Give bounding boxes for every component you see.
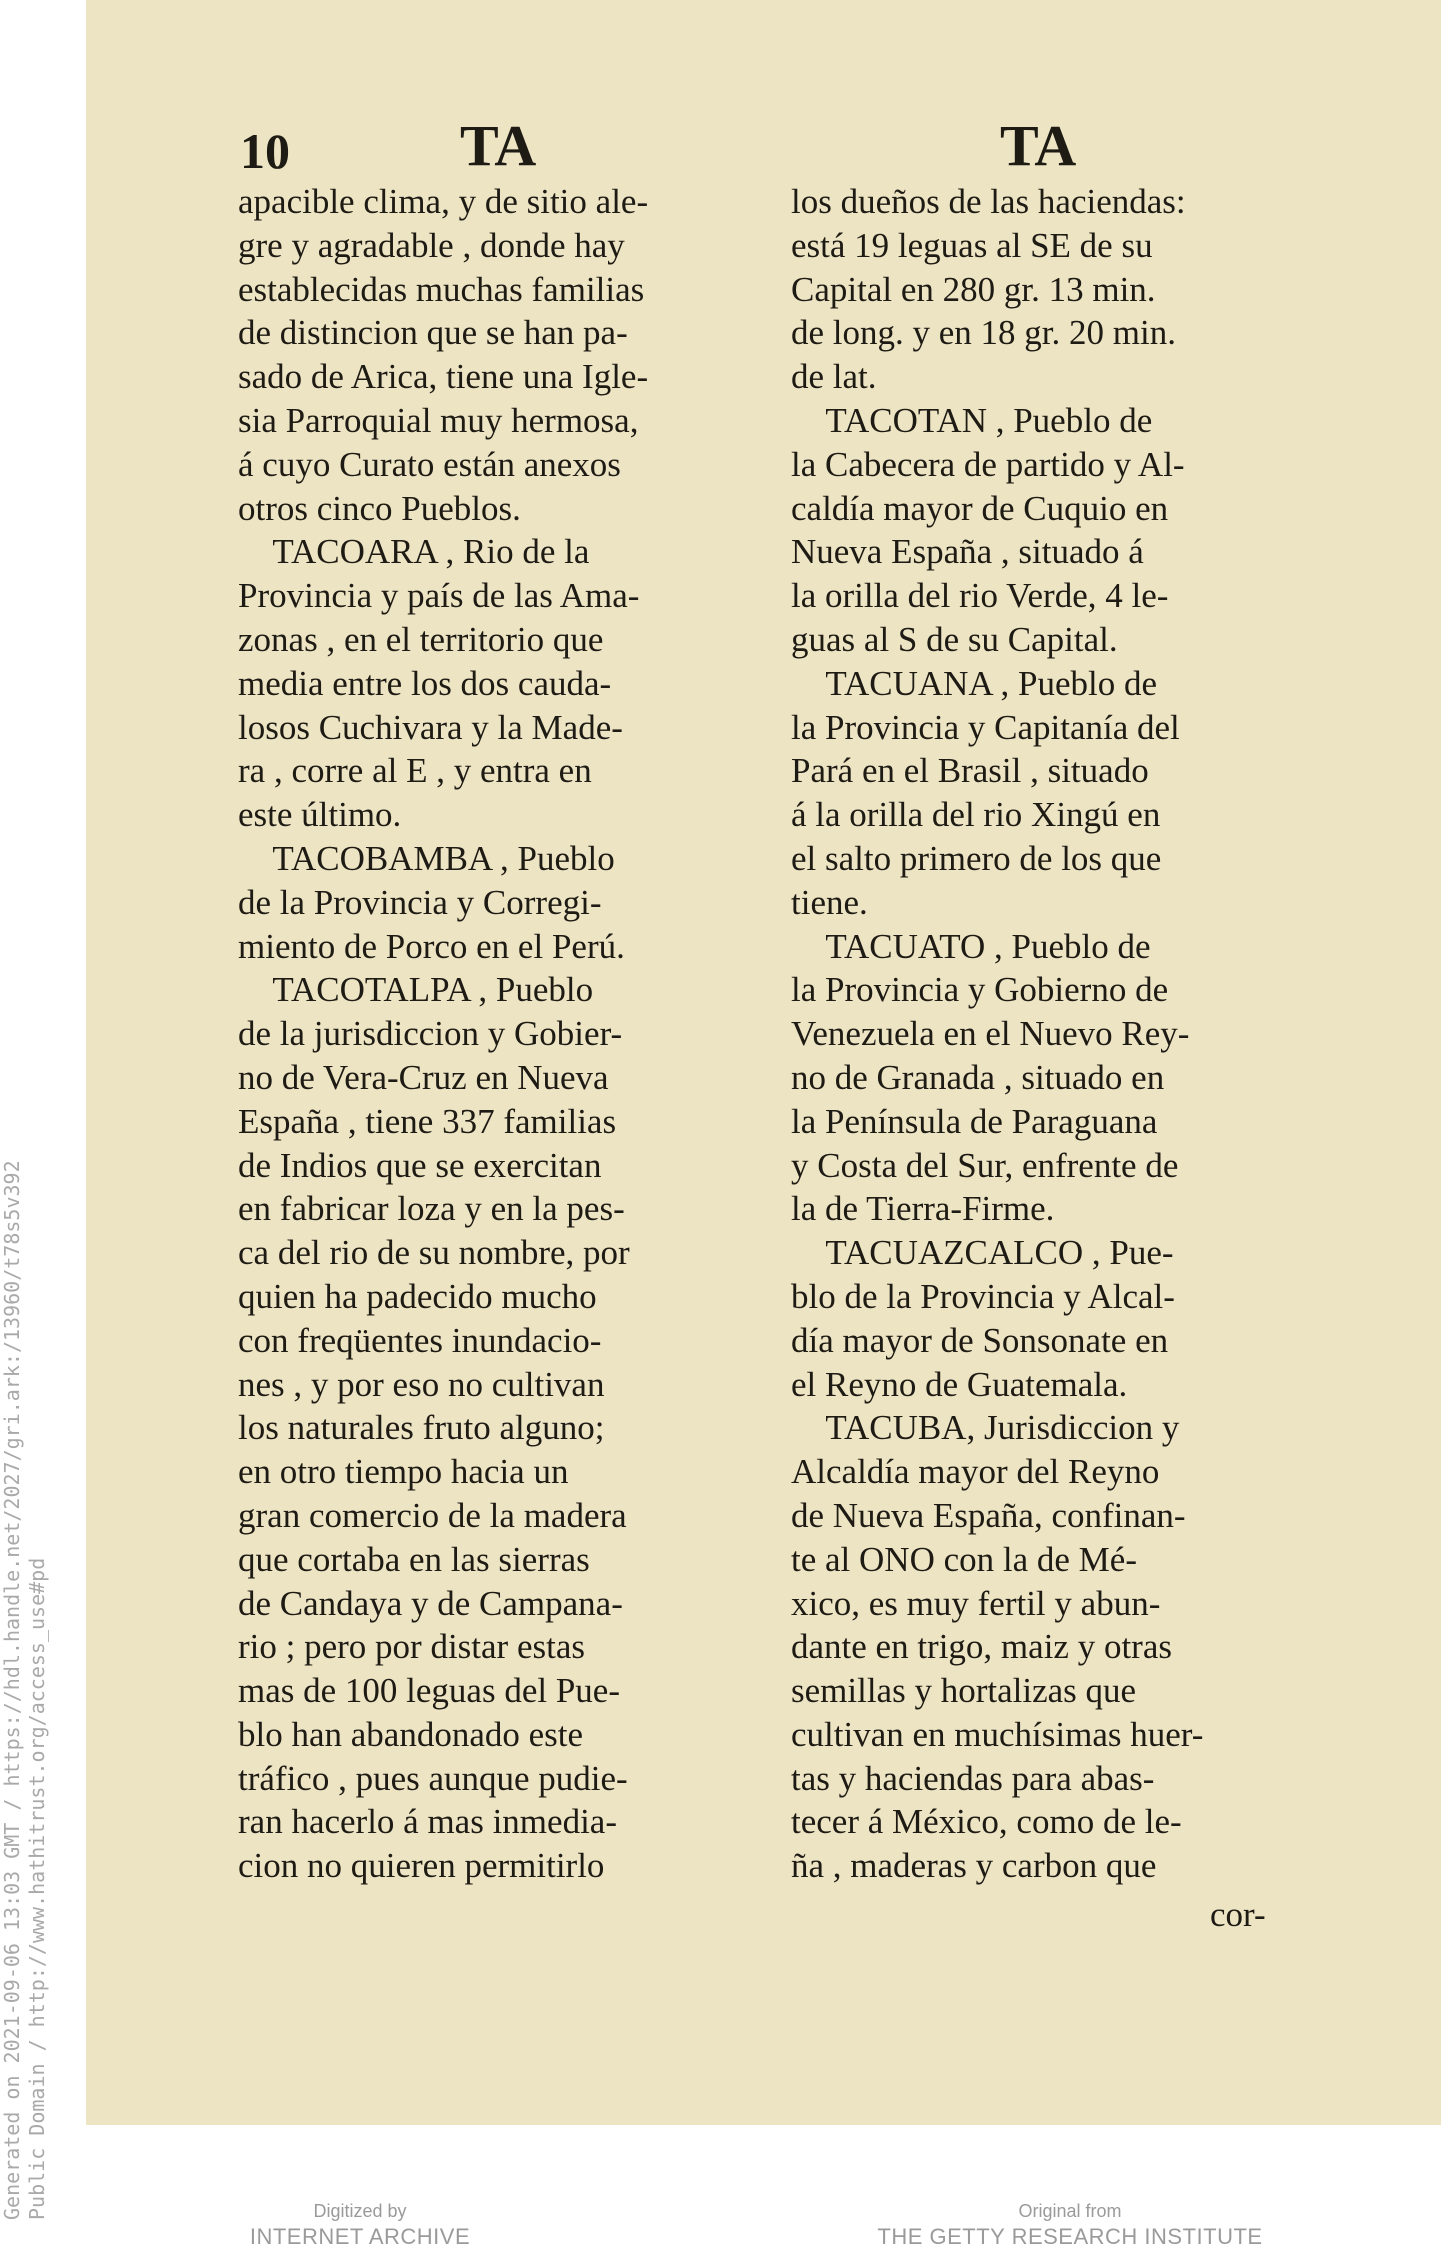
- text-line: España , tiene 337 familias: [238, 1101, 617, 1141]
- text-line: blo han abandonado este: [238, 1714, 584, 1754]
- text-line: tiene.: [791, 882, 868, 922]
- generation-stamp: [0, 1100, 50, 2220]
- text-line: rio ; pero por distar estas: [238, 1627, 585, 1667]
- text-line: Venezuela en el Nuevo Rey-: [791, 1014, 1190, 1054]
- text-line: te al ONO con la de Mé-: [791, 1539, 1137, 1579]
- text-line: ra , corre al E , y entra en: [238, 751, 592, 791]
- text-line: de Nueva España, confinan-: [791, 1495, 1186, 1535]
- text-line: Nueva España , situado á: [791, 532, 1144, 572]
- text-line: á la orilla del rio Xingú en: [791, 795, 1161, 835]
- text-line: de la jurisdiccion y Gobier-: [238, 1014, 623, 1054]
- text-line: gre y agradable , donde hay: [238, 225, 625, 265]
- left-column: [238, 180, 743, 1888]
- text-line: de Indios que se exercitan: [238, 1145, 602, 1185]
- text-line: la Provincia y Capitanía del: [791, 707, 1180, 747]
- text-line: de long. y en 18 gr. 20 min.: [791, 313, 1176, 353]
- text-line: media entre los dos cauda-: [238, 663, 612, 703]
- text-line: tráfico , pues aunque pudie-: [238, 1758, 628, 1798]
- text-line: con freqüentes inundacio-: [238, 1320, 602, 1360]
- original-from-credit: [860, 2200, 1280, 2252]
- text-line: en fabricar loza y en la pes-: [238, 1189, 625, 1229]
- text-line: de la Provincia y Corregi-: [238, 882, 602, 922]
- text-line: miento de Porco en el Perú.: [238, 926, 625, 966]
- text-line: día mayor de Sonsonate en: [791, 1320, 1169, 1360]
- text-line: caldía mayor de Cuquio en: [791, 488, 1169, 528]
- text-line: TACUANA , Pueblo de: [791, 663, 1157, 703]
- text-line: Capital en 280 gr. 13 min.: [791, 269, 1156, 309]
- text-line: apacible clima, y de sitio ale-: [238, 182, 649, 221]
- original-from-label: Original from: [1018, 2201, 1122, 2221]
- text-line: Pará en el Brasil , situado: [791, 751, 1149, 791]
- text-line: gran comercio de la madera: [238, 1495, 627, 1535]
- text-line: quien ha padecido mucho: [238, 1276, 597, 1316]
- text-line: á cuyo Curato están anexos: [238, 444, 621, 484]
- text-line: Provincia y país de las Ama-: [238, 576, 640, 616]
- text-line: y Costa del Sur, enfrente de: [791, 1145, 1179, 1185]
- running-head-left: TA: [460, 113, 537, 178]
- text-line: zonas , en el territorio que: [238, 619, 604, 659]
- text-line: otros cinco Pueblos.: [238, 488, 521, 528]
- text-line: que cortaba en las sierras: [238, 1539, 590, 1579]
- text-line: TACOBAMBA , Pueblo: [238, 838, 615, 878]
- text-line: la Cabecera de partido y Al-: [791, 444, 1185, 484]
- digitized-by-label: Digitized by: [313, 2201, 407, 2221]
- text-line: losos Cuchivara y la Made-: [238, 707, 623, 747]
- text-line: cion no quieren permitirlo: [238, 1846, 605, 1886]
- text-line: dante en trigo, maiz y otras: [791, 1627, 1172, 1667]
- text-line: nes , y por eso no cultivan: [238, 1364, 605, 1404]
- text-line: sado de Arica, tiene una Igle-: [238, 357, 649, 397]
- text-line: tecer á México, como de le-: [791, 1802, 1182, 1842]
- text-line: en otro tiempo hacia un: [238, 1452, 569, 1492]
- text-line: la orilla del rio Verde, 4 le-: [791, 576, 1169, 616]
- text-line: la Península de Paraguana: [791, 1101, 1158, 1141]
- text-line: TACOTALPA , Pueblo: [238, 970, 594, 1010]
- text-line: Alcaldía mayor del Reyno: [791, 1452, 1160, 1492]
- text-line: el Reyno de Guatemala.: [791, 1364, 1128, 1404]
- text-line: el salto primero de los que: [791, 838, 1162, 878]
- text-line: TACUBA, Jurisdiccion y: [791, 1408, 1180, 1448]
- text-line: guas al S de su Capital.: [791, 619, 1118, 659]
- text-line: no de Granada , situado en: [791, 1057, 1165, 1097]
- text-line: cultivan en muchísimas huer-: [791, 1714, 1204, 1754]
- rights-stamp-line: Public Domain / http://www.hathitrust.org/access_use#pd: [25, 1557, 49, 2220]
- text-line: este último.: [238, 795, 402, 835]
- text-line: xico, es muy fertil y abun-: [791, 1583, 1161, 1623]
- page-number: 10: [240, 123, 290, 179]
- internet-archive-label: INTERNET ARCHIVE: [249, 2224, 471, 2249]
- text-line: ran hacerlo á mas inmedia-: [238, 1802, 617, 1842]
- digitized-by-credit: [230, 2200, 490, 2252]
- text-line: TACOTAN , Pueblo de: [791, 400, 1153, 440]
- text-line: sia Parroquial muy hermosa,: [238, 400, 639, 440]
- text-line: TACOARA , Rio de la: [238, 532, 590, 572]
- right-column: [791, 180, 1300, 1888]
- text-line: tas y haciendas para abas-: [791, 1758, 1155, 1798]
- text-line: TACUAZCALCO , Pue-: [791, 1233, 1174, 1273]
- text-line: de lat.: [791, 357, 877, 397]
- text-line: de distincion que se han pa-: [238, 313, 628, 353]
- generation-stamp-line: Generated on 2021-09-06 13:03 GMT / https://hdl.handle.net/2027/gri.ark:/13960/t78s5v392: [0, 1160, 24, 2220]
- text-line: de Candaya y de Campana-: [238, 1583, 623, 1623]
- text-line: semillas y hortalizas que: [791, 1671, 1137, 1711]
- text-line: establecidas muchas familias: [238, 269, 645, 309]
- text-line: mas de 100 leguas del Pue-: [238, 1671, 620, 1711]
- text-line: la de Tierra-Firme.: [791, 1189, 1055, 1229]
- text-line: no de Vera-Cruz en Nueva: [238, 1057, 609, 1097]
- text-line: ña , maderas y carbon que: [791, 1846, 1157, 1886]
- text-line: la Provincia y Gobierno de: [791, 970, 1169, 1010]
- text-line: los naturales fruto alguno;: [238, 1408, 605, 1448]
- text-line: blo de la Provincia y Alcal-: [791, 1276, 1175, 1316]
- catchword: cor-: [1210, 1895, 1266, 1934]
- running-head-right: TA: [1000, 113, 1077, 178]
- text-line: ca del rio de su nombre, por: [238, 1233, 630, 1273]
- text-line: los dueños de las haciendas:: [791, 182, 1186, 221]
- getty-institute-label: THE GETTY RESEARCH INSTITUTE: [877, 2224, 1263, 2249]
- text-line: está 19 leguas al SE de su: [791, 225, 1153, 265]
- text-line: TACUATO , Pueblo de: [791, 926, 1151, 966]
